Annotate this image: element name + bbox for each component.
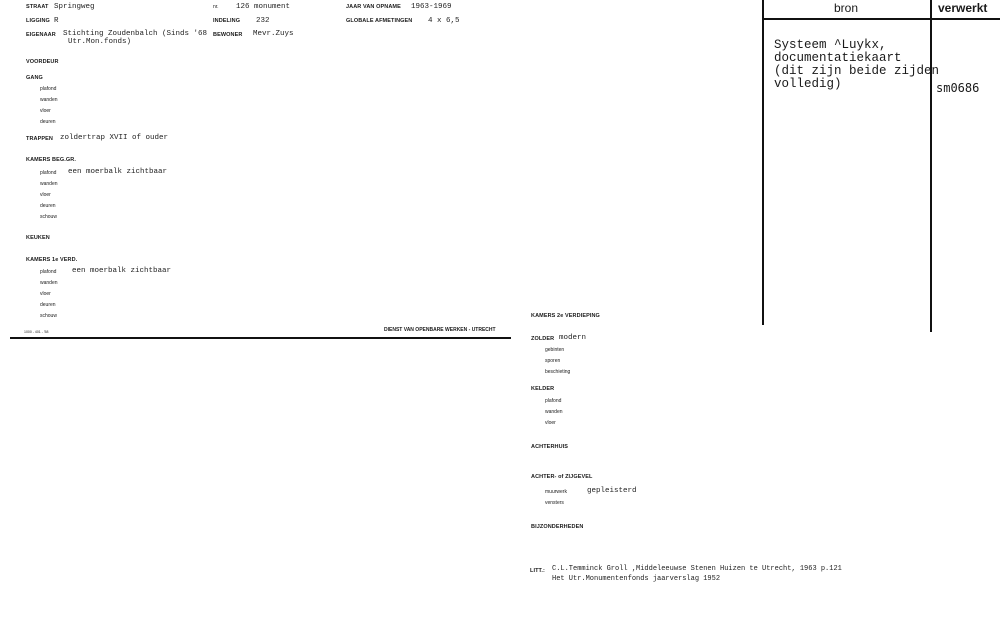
achterhuis-label: ACHTERHUIS bbox=[531, 444, 569, 450]
trappen-value: zoldertrap XVII of ouder bbox=[60, 134, 169, 142]
kamers-2e-label: KAMERS 2e VERDIEPING bbox=[531, 313, 600, 319]
bewoner-value: Mevr.Zuys bbox=[253, 30, 294, 38]
bron-cell: Systeem ^Luykx, documentatiekaart (dit zijn beide zijden volledig) bbox=[774, 38, 940, 91]
kamers-beg-label: KAMERS BEG.GR. bbox=[26, 157, 76, 163]
kamers-beg-plafond-value: een moerbalk zichtbaar bbox=[68, 168, 168, 176]
globale-afmetingen-value: 4 x 6,5 bbox=[428, 17, 460, 25]
eigenaar-label: EIGENAAR bbox=[26, 32, 56, 38]
kelder-item: plafond bbox=[545, 398, 562, 404]
zolder-value: modern bbox=[559, 334, 587, 342]
kamers-beg-item: deuren bbox=[40, 203, 56, 209]
nr-value: 126 monument bbox=[236, 3, 291, 11]
litt-label: LITT.: bbox=[530, 568, 545, 574]
kelder-item: vloer bbox=[545, 420, 556, 426]
ligging-value: R bbox=[54, 17, 59, 25]
eigenaar-value-2: Utr.Mon.fonds) bbox=[68, 38, 132, 46]
kamers-1e-item: wanden bbox=[40, 280, 58, 286]
indeling-label: INDELING bbox=[213, 18, 241, 24]
kelder-item: wanden bbox=[545, 409, 563, 415]
straat-label: STRAAT bbox=[26, 4, 49, 10]
globale-afmetingen-label: GLOBALE AFMETINGEN bbox=[346, 18, 413, 24]
gang-label: GANG bbox=[26, 75, 43, 81]
kamers-1e-item: deuren bbox=[40, 302, 56, 308]
kamers-1e-label: KAMERS 1e VERD. bbox=[26, 257, 78, 263]
verwerkt-cell: sm0686 bbox=[936, 81, 980, 95]
kamers-1e-item: plafond bbox=[40, 269, 57, 275]
kelder-label: KELDER bbox=[531, 386, 555, 392]
gang-item: wanden bbox=[40, 97, 58, 103]
table-border-left bbox=[762, 0, 764, 325]
kamers-beg-item: vloer bbox=[40, 192, 51, 198]
indeling-value: 232 bbox=[256, 17, 270, 25]
kamers-beg-item: wanden bbox=[40, 181, 58, 187]
bewoner-label: BEWONER bbox=[213, 32, 243, 38]
issuer-name: DIENST VAN OPENBARE WERKEN - UTRECHT bbox=[384, 327, 496, 333]
kamers-1e-item: vloer bbox=[40, 291, 51, 297]
bijzonderheden-label: BIJZONDERHEDEN bbox=[531, 524, 584, 530]
achtergevel-item: vensters bbox=[545, 500, 564, 506]
zolder-item: beschieting bbox=[545, 369, 571, 375]
trappen-label: TRAPPEN bbox=[26, 136, 53, 142]
table-header-rule bbox=[762, 18, 1000, 20]
eigenaar-value: Stichting Zoudenbalch (Sinds '68 bbox=[63, 30, 208, 38]
jaar-value: 1963-1969 bbox=[411, 3, 452, 11]
litt-line-2: Het Utr.Monumentenfonds jaarverslag 1952 bbox=[552, 575, 721, 583]
zolder-item: sporen bbox=[545, 358, 561, 364]
voordeur-label: VOORDEUR bbox=[26, 59, 59, 65]
card-bottom-rule bbox=[10, 337, 511, 339]
kamers-beg-item: schouw bbox=[40, 214, 57, 220]
litt-line-1: C.L.Temminck Groll ,Middeleeuwse Stenen Huizen te Utrecht, 1963 p.121 bbox=[552, 565, 842, 573]
nr-label: nr. bbox=[213, 4, 219, 10]
gang-item: plafond bbox=[40, 86, 57, 92]
header-verwerkt: verwerkt bbox=[938, 1, 988, 15]
kamers-1e-item: schouw bbox=[40, 313, 57, 319]
ligging-label: LIGGING bbox=[26, 18, 50, 24]
form-number: 1000 - 401 - '58 bbox=[24, 330, 49, 334]
gang-item: vloer bbox=[40, 108, 51, 114]
kamers-beg-item: plafond bbox=[40, 170, 57, 176]
zolder-label: ZOLDER bbox=[531, 336, 555, 342]
jaar-label: JAAR VAN OPNAME bbox=[346, 4, 401, 10]
achtergevel-label: ACHTER- of ZIJGEVEL bbox=[531, 474, 593, 480]
achtergevel-item: muurwerk bbox=[545, 489, 567, 495]
zolder-item: gebinten bbox=[545, 347, 565, 353]
keuken-label: KEUKEN bbox=[26, 235, 50, 241]
gang-item: deuren bbox=[40, 119, 56, 125]
straat-value: Springweg bbox=[54, 3, 95, 11]
muurwerk-value: gepleisterd bbox=[587, 487, 637, 495]
header-bron: bron bbox=[834, 1, 859, 15]
kamers-1e-plafond-value: een moerbalk zichtbaar bbox=[72, 267, 172, 275]
